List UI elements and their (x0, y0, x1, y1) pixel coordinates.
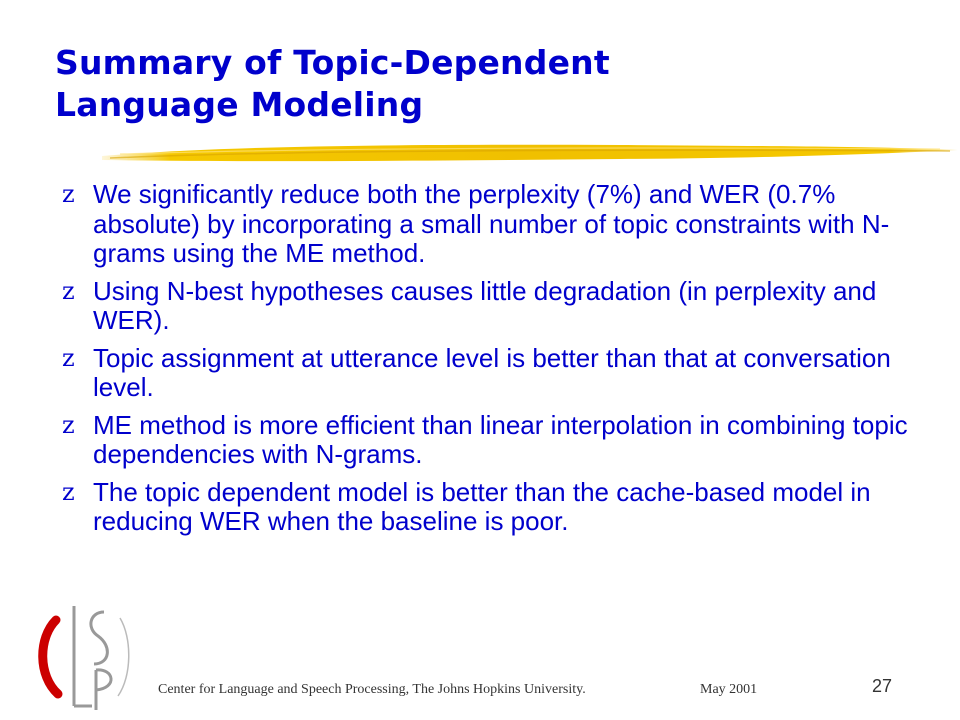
bullet-text: Using N-best hypotheses causes little degradation (in perplexity and WER). (93, 275, 877, 335)
slide-title (55, 42, 915, 126)
footer-organization: Center for Language and Speech Processing, The Johns Hopkins University. (158, 682, 586, 697)
bullet-marker: z (62, 410, 75, 439)
footer-date: May 2001 (700, 682, 758, 697)
bullet-marker: z (62, 477, 75, 506)
bullet-item (62, 478, 922, 537)
bullet-marker: z (62, 276, 75, 305)
bullet-text: ME method is more efficient than linear interpolation in combining topic dependencies with N-grams. (93, 409, 908, 469)
bullet-item (62, 277, 922, 336)
title-underline-brushstroke (100, 138, 960, 170)
bullet-marker: z (62, 180, 75, 208)
bullet-marker: z (62, 343, 75, 372)
bullet-text: Topic assignment at utterance level is better than that at conversation level. (93, 342, 891, 402)
title-line-2: Language Modeling (55, 85, 424, 124)
bullet-list (62, 180, 922, 545)
page-number: 27 (872, 676, 893, 696)
title-line-1: Summary of Topic-Dependent (55, 43, 610, 82)
clsp-logo (34, 598, 138, 716)
bullet-item (62, 344, 922, 403)
bullet-item (62, 411, 922, 470)
bullet-text: The topic dependent model is better than the cache-based model in reducing WER when the baseline is poor. (93, 476, 871, 536)
bullet-item (62, 180, 922, 269)
bullet-text: We significantly reduce both the perplexity (7%) and WER (0.7% absolute) by incorporating a small number of topic constraints with N-grams using the ME method. (93, 179, 890, 268)
